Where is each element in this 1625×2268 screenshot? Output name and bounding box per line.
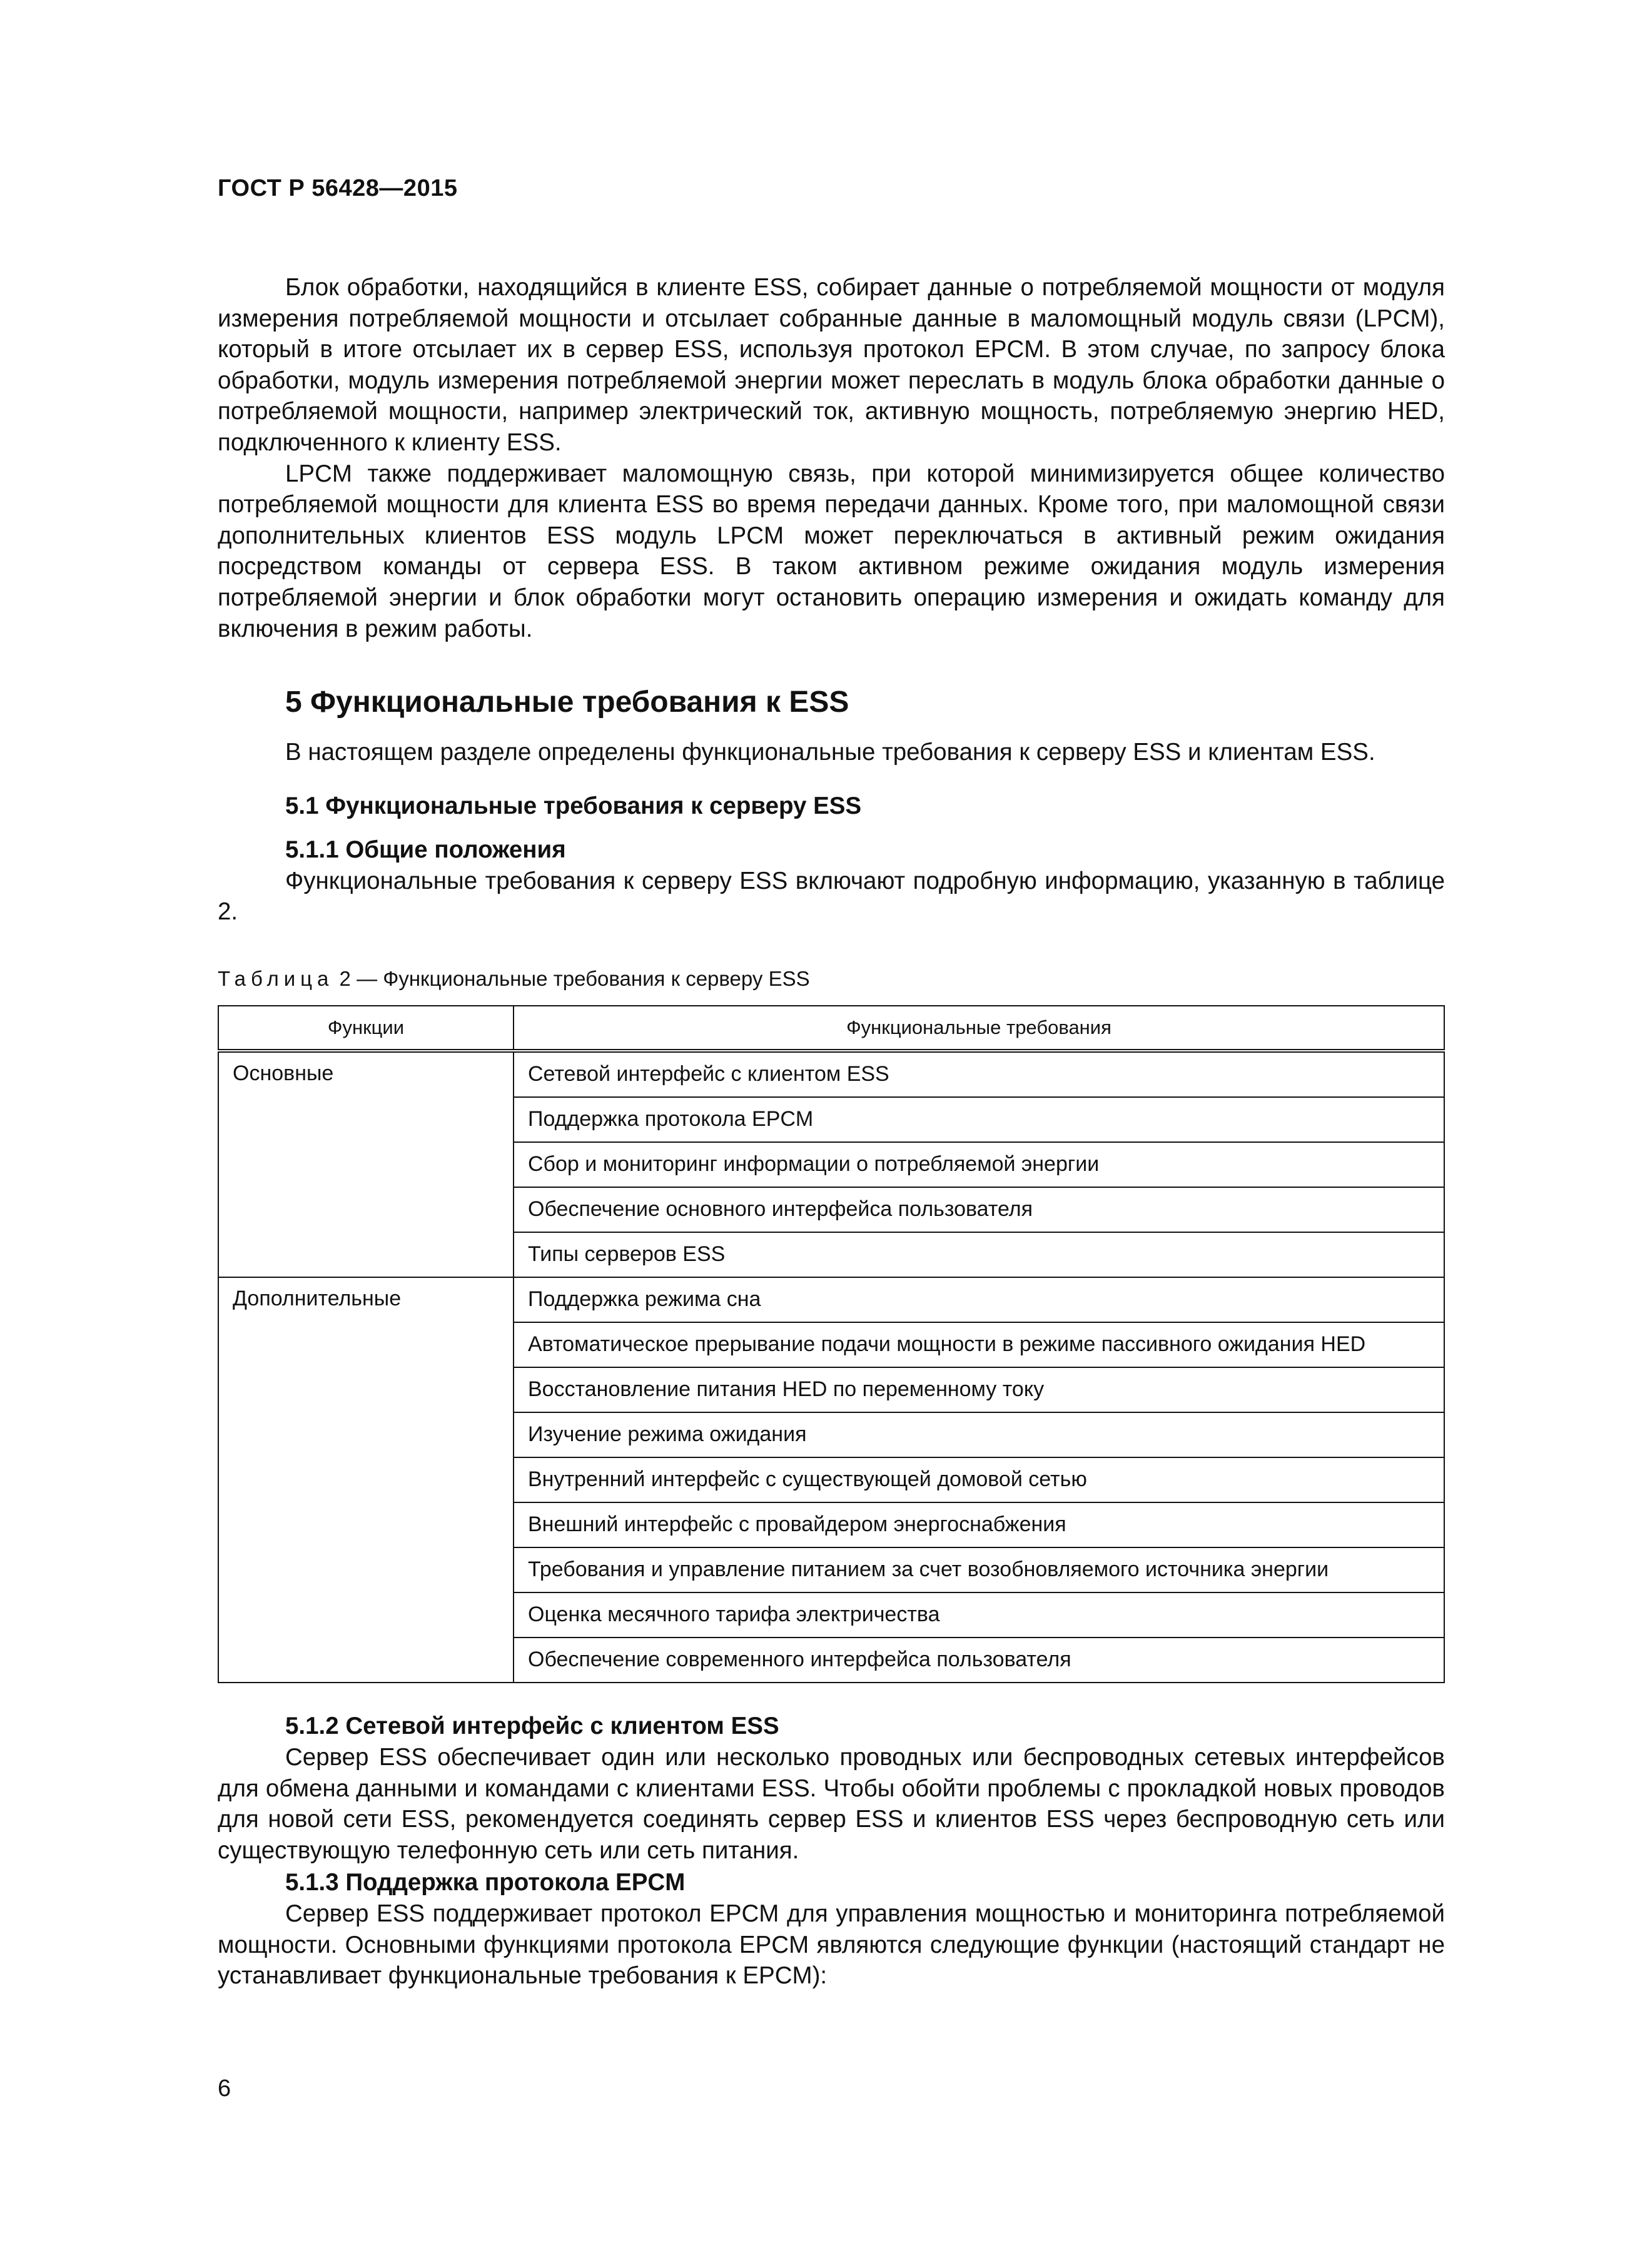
document-header: ГОСТ Р 56428—2015 <box>218 175 458 201</box>
table-header-row <box>218 1006 1444 1051</box>
paragraph-processing-block: Блок обработки, находящийся в клиенте ESS, собирает данные о потребляемой мощности от модуля измерения потребляемой мощности и отсылает собранные данные в маломощный модуль связи (LPCM), который в итоге отсылает их в сервер ESS, используя протокол EPCM. В этом случае, по запросу блока обработки, модуль измерения потребляемой энергии может переслать в модуль блока обработки данные о потребляемой мощности, например электрический ток, активную мощность, потребляемую энергию HED, подключенного к клиенту ESS. <box>218 274 1445 456</box>
requirement-cell: Типы серверов ESS <box>514 1232 1444 1277</box>
requirement-cell: Поддержка режима сна <box>514 1277 1444 1322</box>
function-group-basic: Основные <box>218 1051 514 1277</box>
section-5-title: 5 Функциональные требования к ESS <box>285 686 849 719</box>
table-caption <box>218 965 1445 993</box>
section-5-1-1-text: Функциональные требования к серверу ESS включают подробную информацию, указанную в таблице 2. <box>218 867 1445 926</box>
table-row <box>218 1277 1444 1322</box>
requirement-cell: Оценка месячного тарифа электричества <box>514 1592 1444 1638</box>
table-caption-rest: 2 — Функциональные требования к серверу ESS <box>333 966 810 990</box>
requirement-cell: Восстановление питания HED по переменному току <box>514 1367 1444 1412</box>
function-group-additional: Дополнительные <box>218 1277 514 1683</box>
section-5-1-3 <box>218 1867 1445 1992</box>
requirement-cell: Поддержка протокола EPCM <box>514 1097 1444 1142</box>
requirement-cell: Требования и управление питанием за счет возобновляемого источника энергии <box>514 1547 1444 1592</box>
section-5-1-2-text: Сервер ESS обеспечивает один или несколько проводных или беспроводных сетевых интерфейсов для обмена данными и командами с клиентами ESS. Чтобы обойти проблемы с прокладкой новых проводов для новой сети ESS, рекомендуется соединять сервер ESS и клиентов ESS через беспроводную сеть или существующую телефонную сеть или сеть питания. <box>218 1743 1445 1864</box>
section-5-1-1-title: 5.1.1 Общие положения <box>285 836 566 863</box>
requirement-cell: Сетевой интерфейс с клиентом ESS <box>514 1051 1444 1097</box>
paragraph-lpcm: LPCM также поддерживает маломощную связь, при которой минимизируется общее количество потребляемой мощности для клиента ESS во время передачи данных. Кроме того, при маломощной связи дополнительных клиентов ESS модуль LPCM может переключаться в активный режим ожидания посредством команды от сервера ESS. В таком активном режиме ожидания модуль измерения потребляемой энергии и блок обработки могут остановить операцию измерения и ожидать команду для включения в режим работы. <box>218 460 1445 642</box>
table-header-requirements: Функциональные требования <box>514 1006 1444 1051</box>
requirement-cell: Сбор и мониторинг информации о потребляемой энергии <box>514 1142 1444 1187</box>
table-row <box>218 1051 1444 1097</box>
section-5-1-3-title: 5.1.3 Поддержка протокола EPCM <box>285 1869 686 1896</box>
requirement-cell: Внешний интерфейс с провайдером энергоснабжения <box>514 1502 1444 1547</box>
section-5-1-title: 5.1 Функциональные требования к серверу ESS <box>285 792 862 819</box>
table-header-functions: Функции <box>218 1006 514 1051</box>
page-number: 6 <box>218 2075 231 2102</box>
section-5-intro: В настоящем разделе определены функциональные требования к серверу ESS и клиентам ESS. <box>285 739 1375 766</box>
section-5-1-2-title: 5.1.2 Сетевой интерфейс с клиентом ESS <box>285 1712 779 1739</box>
requirement-cell: Автоматическое прерывание подачи мощности в режиме пассивного ожидания HED <box>514 1322 1444 1367</box>
document-page <box>218 156 1445 1992</box>
requirements-table <box>218 1005 1445 1683</box>
section-5-1-3-text: Сервер ESS поддерживает протокол EPCM для управления мощностью и мониторинга потребляемой мощности. Основными функциями протокола EPCM являются следующие функции (настоящий стандарт не устанавливает функциональные требования к EPCM): <box>218 1900 1445 1990</box>
requirement-cell: Обеспечение современного интерфейса пользователя <box>514 1638 1444 1683</box>
table-caption-prefix: Таблица <box>218 966 334 990</box>
requirement-cell: Обеспечение основного интерфейса пользователя <box>514 1187 1444 1232</box>
requirement-cell: Изучение режима ожидания <box>514 1412 1444 1457</box>
section-5-1-2 <box>218 1711 1445 1866</box>
requirement-cell: Внутренний интерфейс с существующей домовой сетью <box>514 1457 1444 1502</box>
